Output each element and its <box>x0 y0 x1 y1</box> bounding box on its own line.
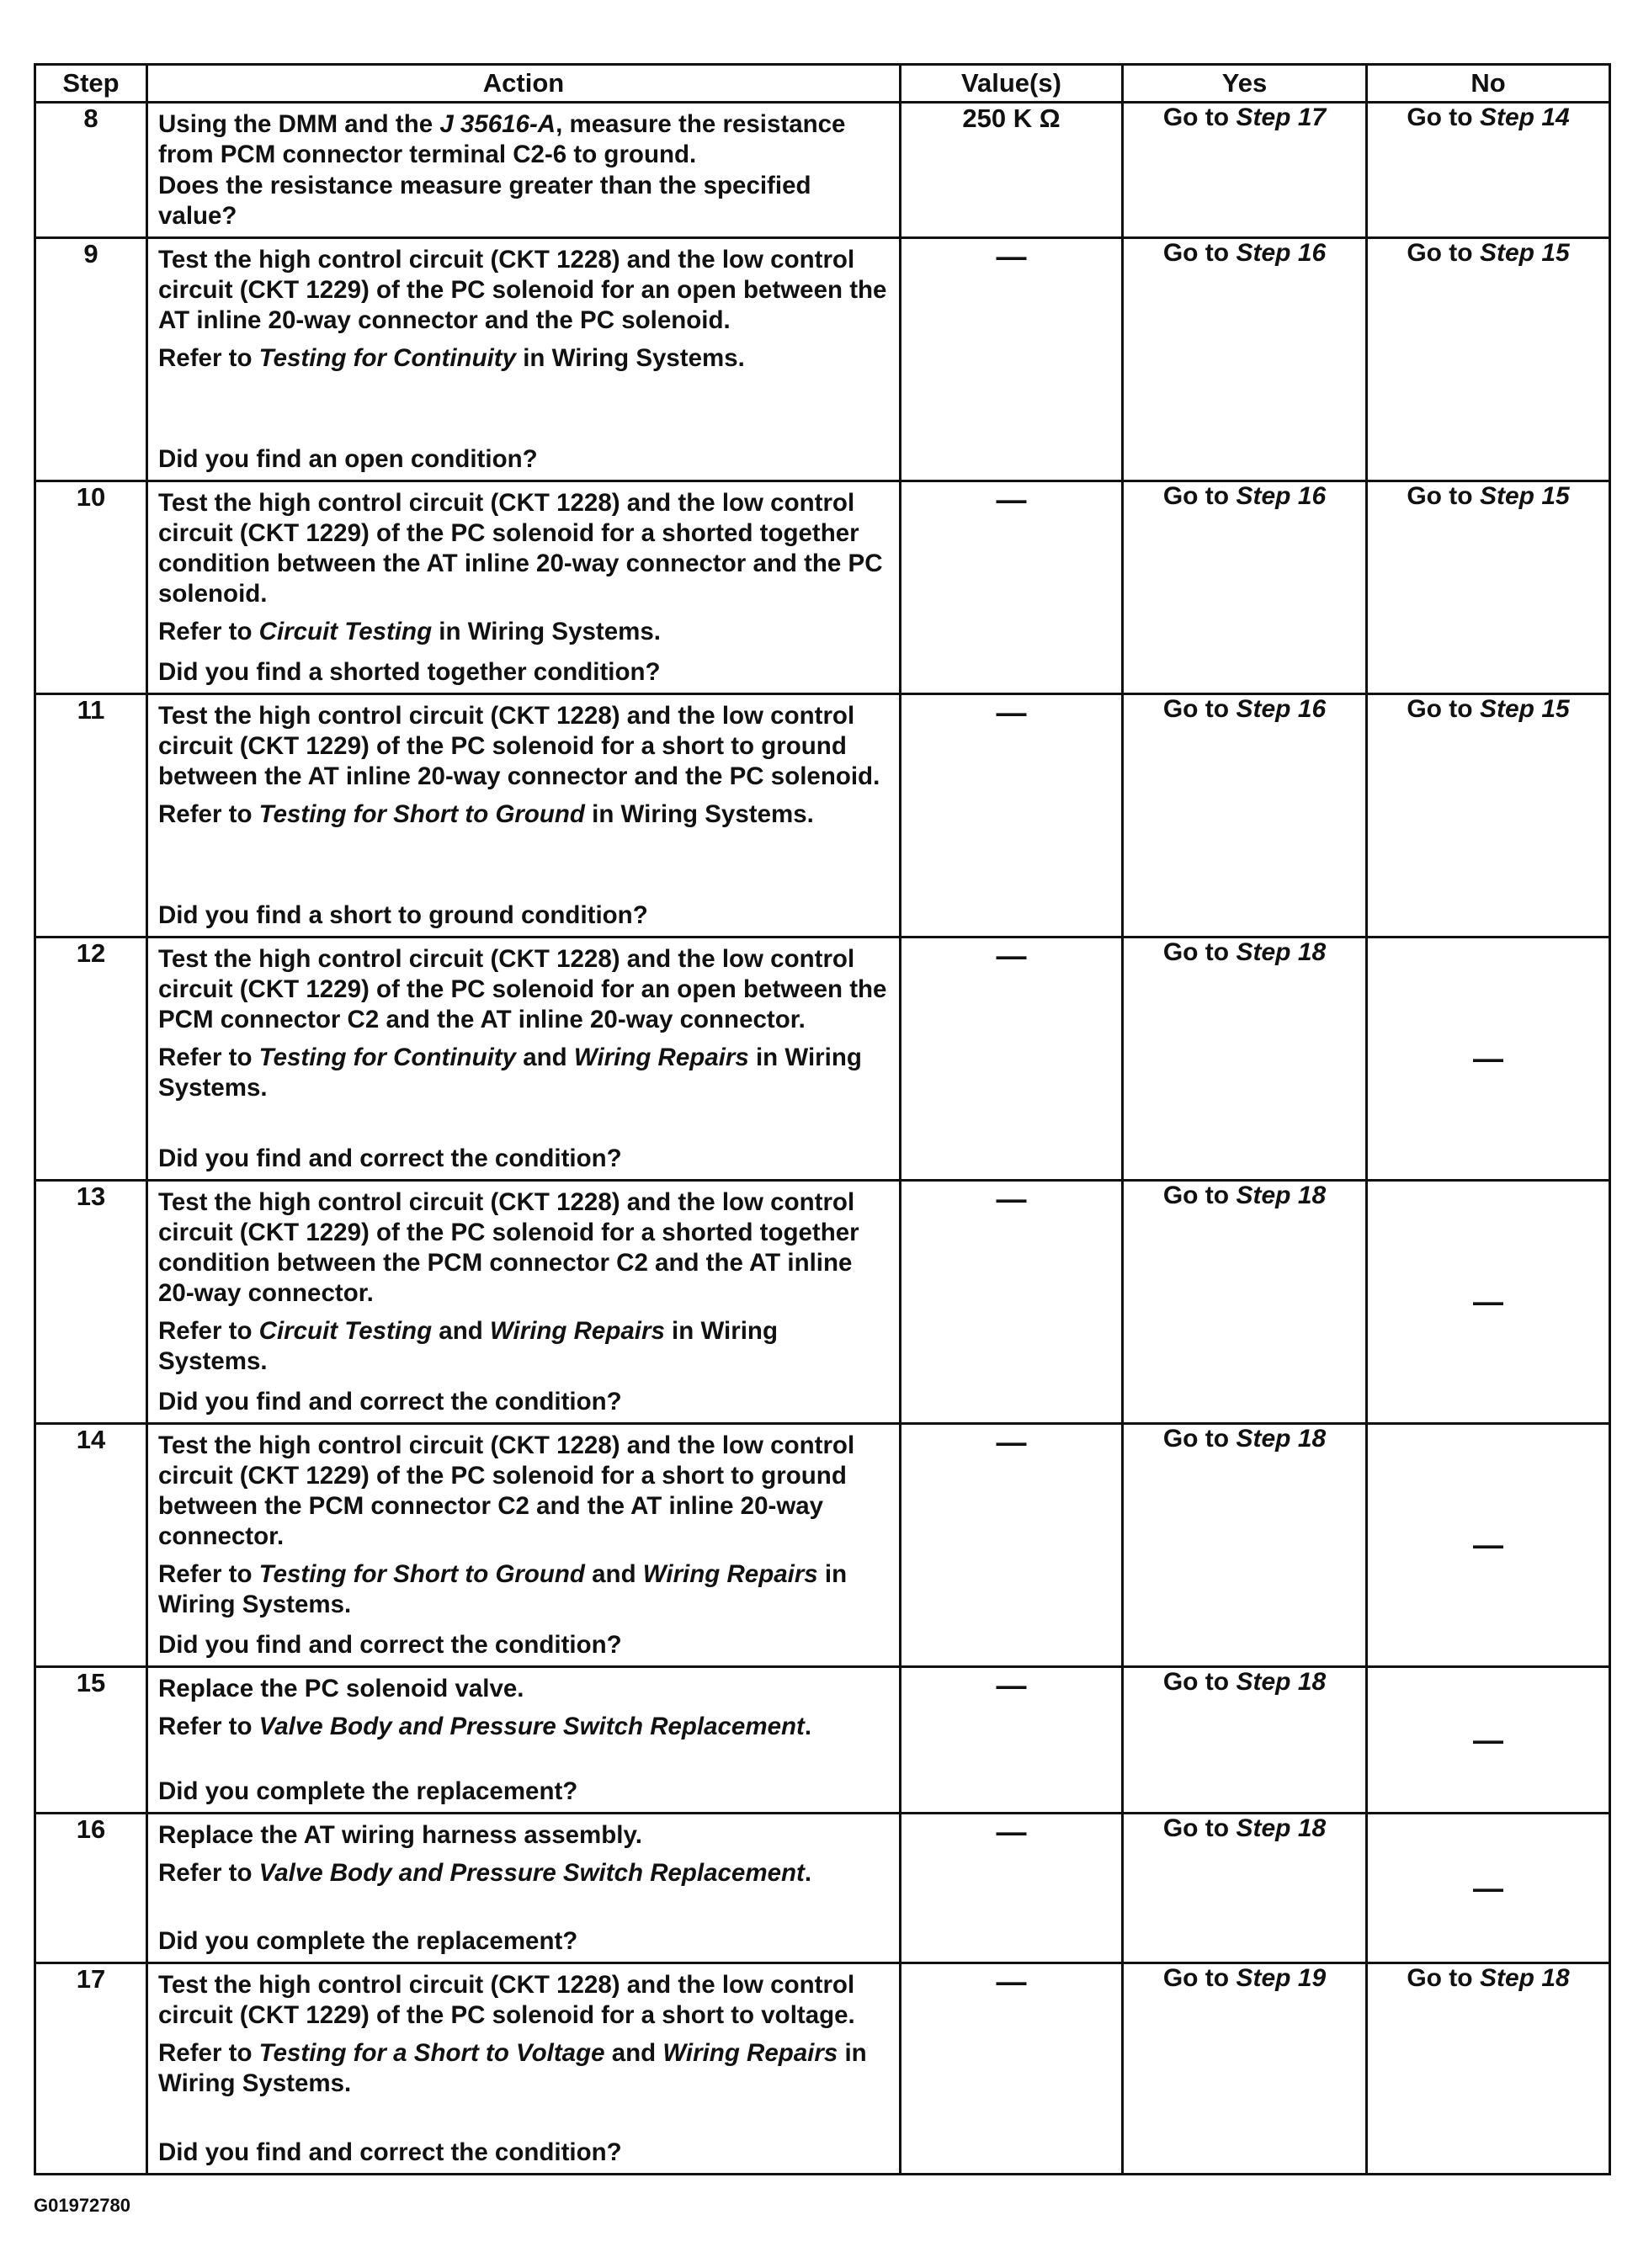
action-text: Refer to Testing for a Short to Voltage and Wiring Repairs in Wiring Systems. <box>158 2039 867 2097</box>
yes-step-link[interactable]: Step 18 <box>1236 1814 1327 1842</box>
yes-step-link[interactable]: Step 18 <box>1236 938 1327 966</box>
value-cell: — <box>901 238 1123 481</box>
action-text: Refer to Testing for Short to Ground in Wiring Systems. <box>158 800 814 828</box>
value-cell: — <box>901 1181 1123 1424</box>
diagnostic-table-sheet <box>34 63 1609 2175</box>
action-cell <box>147 1814 901 1963</box>
action-question: Did you find a shorted together condition? <box>158 658 661 686</box>
value-cell: — <box>901 694 1123 937</box>
yes-prefix: Go to <box>1162 938 1236 966</box>
table-row <box>35 238 1610 481</box>
yes-prefix: Go to <box>1162 695 1236 723</box>
no-cell <box>1367 1963 1610 2175</box>
action-cell <box>147 1667 901 1814</box>
yes-cell <box>1123 1963 1367 2175</box>
no-cell <box>1367 481 1610 694</box>
value-cell: — <box>901 937 1123 1181</box>
action-question: Did you complete the replacement? <box>158 1777 578 1805</box>
no-cell <box>1367 1814 1610 1963</box>
no-prefix: Go to <box>1407 482 1480 510</box>
no-cell <box>1367 238 1610 481</box>
value-cell: — <box>901 1424 1123 1667</box>
action-cell <box>147 1181 901 1424</box>
table-row <box>35 1814 1610 1963</box>
step-number: 14 <box>35 1424 147 1667</box>
header-step: Step <box>35 65 147 103</box>
yes-cell <box>1123 481 1367 694</box>
no-dash: — <box>1473 1722 1503 1757</box>
action-question: Did you find an open condition? <box>158 445 538 473</box>
action-text: Test the high control circuit (CKT 1228) and the low control circuit (CKT 1229) of the PC solenoid for a short to voltage. <box>158 1971 855 2029</box>
action-text: Refer to Valve Body and Pressure Switch Replacement. <box>158 1713 812 1740</box>
yes-step-link[interactable]: Step 16 <box>1236 239 1327 267</box>
action-question: Did you find and correct the condition? <box>158 1145 622 1172</box>
yes-cell <box>1123 103 1367 238</box>
action-cell <box>147 481 901 694</box>
no-step-link[interactable]: Step 18 <box>1479 1964 1570 1992</box>
action-text: Test the high control circuit (CKT 1228) and the low control circuit (CKT 1229) of the PC solenoid for a short to ground between the PCM connector C2 and the AT inline 20-way connector. <box>158 1431 855 1550</box>
yes-cell <box>1123 1814 1367 1963</box>
value-cell: — <box>901 1963 1123 2175</box>
table-row <box>35 694 1610 937</box>
step-number: 11 <box>35 694 147 937</box>
table-row <box>35 1963 1610 2175</box>
action-cell <box>147 694 901 937</box>
step-number: 15 <box>35 1667 147 1814</box>
yes-cell <box>1123 1667 1367 1814</box>
no-step-link[interactable]: Step 15 <box>1479 695 1570 723</box>
figure-code: G01972780 <box>34 2195 130 2216</box>
action-text: Test the high control circuit (CKT 1228) and the low control circuit (CKT 1229) of the PC solenoid for a shorted together condition between the PCM connector C2 and the AT inline 20-way connector. <box>158 1188 859 1307</box>
step-number: 17 <box>35 1963 147 2175</box>
yes-cell <box>1123 937 1367 1181</box>
yes-step-link[interactable]: Step 17 <box>1236 104 1327 131</box>
value-cell: — <box>901 481 1123 694</box>
action-text: Test the high control circuit (CKT 1228) and the low control circuit (CKT 1229) of the PC solenoid for a shorted together condition between the AT inline 20-way connector and the PC solenoid. <box>158 489 883 608</box>
no-prefix: Go to <box>1407 695 1480 723</box>
action-text: Test the high control circuit (CKT 1228) and the low control circuit (CKT 1229) of the PC solenoid for an open between the AT inline 20-way connector and the PC solenoid. <box>158 246 887 334</box>
yes-prefix: Go to <box>1162 239 1236 267</box>
no-step-link[interactable]: Step 15 <box>1479 239 1570 267</box>
yes-prefix: Go to <box>1162 482 1236 510</box>
step-number: 12 <box>35 937 147 1181</box>
yes-cell <box>1123 1181 1367 1424</box>
action-text: Replace the AT wiring harness assembly. <box>158 1821 642 1849</box>
yes-prefix: Go to <box>1162 1182 1236 1209</box>
action-text: Refer to Circuit Testing and Wiring Repairs in Wiring Systems. <box>158 1317 778 1375</box>
step-number: 16 <box>35 1814 147 1963</box>
action-text: Refer to Circuit Testing in Wiring Systems. <box>158 618 661 645</box>
action-cell <box>147 103 901 238</box>
yes-step-link[interactable]: Step 19 <box>1236 1964 1327 1992</box>
action-text: Using the DMM and the J 35616-A, measure the resistance from PCM connector terminal C2-6 to ground. <box>158 110 846 168</box>
action-cell <box>147 937 901 1181</box>
action-text: Refer to Testing for Short to Ground and Wiring Repairs in Wiring Systems. <box>158 1560 848 1618</box>
no-cell <box>1367 1667 1610 1814</box>
diagnostic-table <box>34 63 1611 2175</box>
yes-prefix: Go to <box>1162 1425 1236 1453</box>
table-row <box>35 103 1610 238</box>
step-number: 13 <box>35 1181 147 1424</box>
yes-prefix: Go to <box>1162 1964 1236 1992</box>
yes-step-link[interactable]: Step 18 <box>1236 1182 1327 1209</box>
action-text: Test the high control circuit (CKT 1228) and the low control circuit (CKT 1229) of the PC solenoid for an open between the PCM connector C2 and the AT inline 20-way connector. <box>158 945 887 1033</box>
action-text: Refer to Testing for Continuity and Wiring Repairs in Wiring Systems. <box>158 1044 862 1102</box>
action-question: Did you find a short to ground condition? <box>158 901 648 929</box>
action-cell <box>147 1963 901 2175</box>
action-question: Did you find and correct the condition? <box>158 1631 622 1659</box>
action-text: Refer to Testing for Continuity in Wiring Systems. <box>158 344 745 372</box>
yes-step-link[interactable]: Step 16 <box>1236 482 1327 510</box>
yes-cell <box>1123 1424 1367 1667</box>
action-text: Replace the PC solenoid valve. <box>158 1675 524 1702</box>
no-step-link[interactable]: Step 14 <box>1479 104 1570 131</box>
value-cell: — <box>901 1814 1123 1963</box>
no-cell <box>1367 103 1610 238</box>
yes-cell <box>1123 238 1367 481</box>
no-cell <box>1367 1424 1610 1667</box>
no-prefix: Go to <box>1407 104 1480 131</box>
action-question: Did you complete the replacement? <box>158 1927 578 1955</box>
action-question: Did you find and correct the condition? <box>158 2138 622 2166</box>
step-number: 10 <box>35 481 147 694</box>
no-dash: — <box>1473 1041 1503 1076</box>
header-yes: Yes <box>1123 65 1367 103</box>
table-row <box>35 1424 1610 1667</box>
action-text: Test the high control circuit (CKT 1228) and the low control circuit (CKT 1229) of the PC solenoid for a short to ground between the AT inline 20-way connector and the PC solenoid. <box>158 702 880 790</box>
header-values: Value(s) <box>901 65 1123 103</box>
yes-step-link[interactable]: Step 16 <box>1236 695 1327 723</box>
no-dash: — <box>1473 1527 1503 1562</box>
no-prefix: Go to <box>1407 1964 1480 1992</box>
action-question: Did you find and correct the condition? <box>158 1388 622 1416</box>
table-row <box>35 1667 1610 1814</box>
yes-prefix: Go to <box>1162 1814 1236 1842</box>
value-cell: 250 K Ω <box>901 103 1123 238</box>
yes-prefix: Go to <box>1162 104 1236 131</box>
no-step-link[interactable]: Step 15 <box>1479 482 1570 510</box>
yes-cell <box>1123 694 1367 937</box>
action-cell <box>147 238 901 481</box>
yes-prefix: Go to <box>1162 1668 1236 1696</box>
no-prefix: Go to <box>1407 239 1480 267</box>
value-cell: — <box>901 1667 1123 1814</box>
action-text: Refer to Valve Body and Pressure Switch Replacement. <box>158 1859 812 1887</box>
no-cell <box>1367 937 1610 1181</box>
table-row <box>35 1181 1610 1424</box>
table-row <box>35 481 1610 694</box>
header-no: No <box>1367 65 1610 103</box>
yes-step-link[interactable]: Step 18 <box>1236 1425 1327 1453</box>
header-row <box>35 65 1610 103</box>
action-cell <box>147 1424 901 1667</box>
no-cell <box>1367 1181 1610 1424</box>
table-row <box>35 937 1610 1181</box>
step-number: 9 <box>35 238 147 481</box>
step-number: 8 <box>35 103 147 238</box>
no-dash: — <box>1473 1284 1503 1319</box>
table-body <box>35 103 1610 2175</box>
no-cell <box>1367 694 1610 937</box>
yes-step-link[interactable]: Step 18 <box>1236 1668 1327 1696</box>
header-action: Action <box>147 65 901 103</box>
action-question: Does the resistance measure greater than the specified value? <box>158 172 811 230</box>
no-dash: — <box>1473 1870 1503 1905</box>
